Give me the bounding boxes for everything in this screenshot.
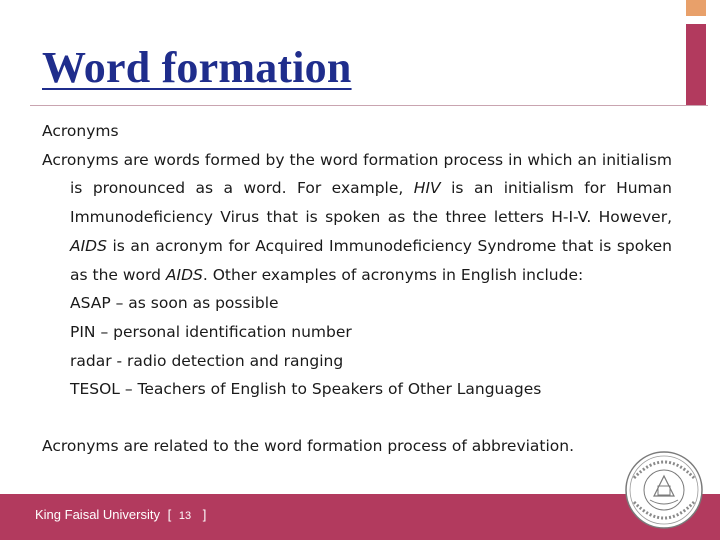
university-name: King Faisal University (35, 507, 160, 522)
corner-maroon-block (686, 24, 706, 106)
university-seal-icon (620, 438, 720, 538)
term-aids-word: AIDS (165, 265, 203, 284)
section-heading: Acronyms (42, 122, 119, 140)
example-item: ASAP – as soon as possible (70, 294, 279, 313)
paragraph-text-mid1: is an initialism for Human Immunodeficiency Virus that is spoken as the three letters H-I-V. However, (70, 179, 672, 227)
term-aids: AIDS (70, 236, 107, 255)
term-hiv: HIV (413, 179, 441, 198)
example-item: TESOL – Teachers of English to Speakers of Other Languages (70, 380, 542, 399)
closing-sentence: Acronyms are related to the word formation process of abbreviation. (42, 437, 575, 456)
definition-paragraph (42, 146, 672, 290)
page-number: 13 (178, 510, 192, 522)
example-item: PIN – personal identification number (70, 322, 352, 341)
page-bracket-close: ] (202, 507, 207, 522)
slide-body (42, 117, 672, 461)
title-divider (30, 105, 708, 106)
page-bracket-open: [ (167, 507, 172, 522)
spacer (42, 404, 672, 432)
footer-label (35, 505, 206, 525)
slide-title: Word formation (42, 43, 352, 92)
example-item: radar - radio detection and ranging (70, 351, 344, 370)
paragraph-text-mid2: is an acronym for Acquired Immunodeficiency Syndrome that is spoken as the word (70, 236, 672, 284)
corner-orange-block (686, 0, 706, 16)
paragraph-text-end: . Other examples of acronyms in English include: (202, 265, 584, 284)
paragraph-text-start: Acronyms are words formed by the word formation process in which an initialism is pronounced as a word. For example, (42, 150, 672, 198)
